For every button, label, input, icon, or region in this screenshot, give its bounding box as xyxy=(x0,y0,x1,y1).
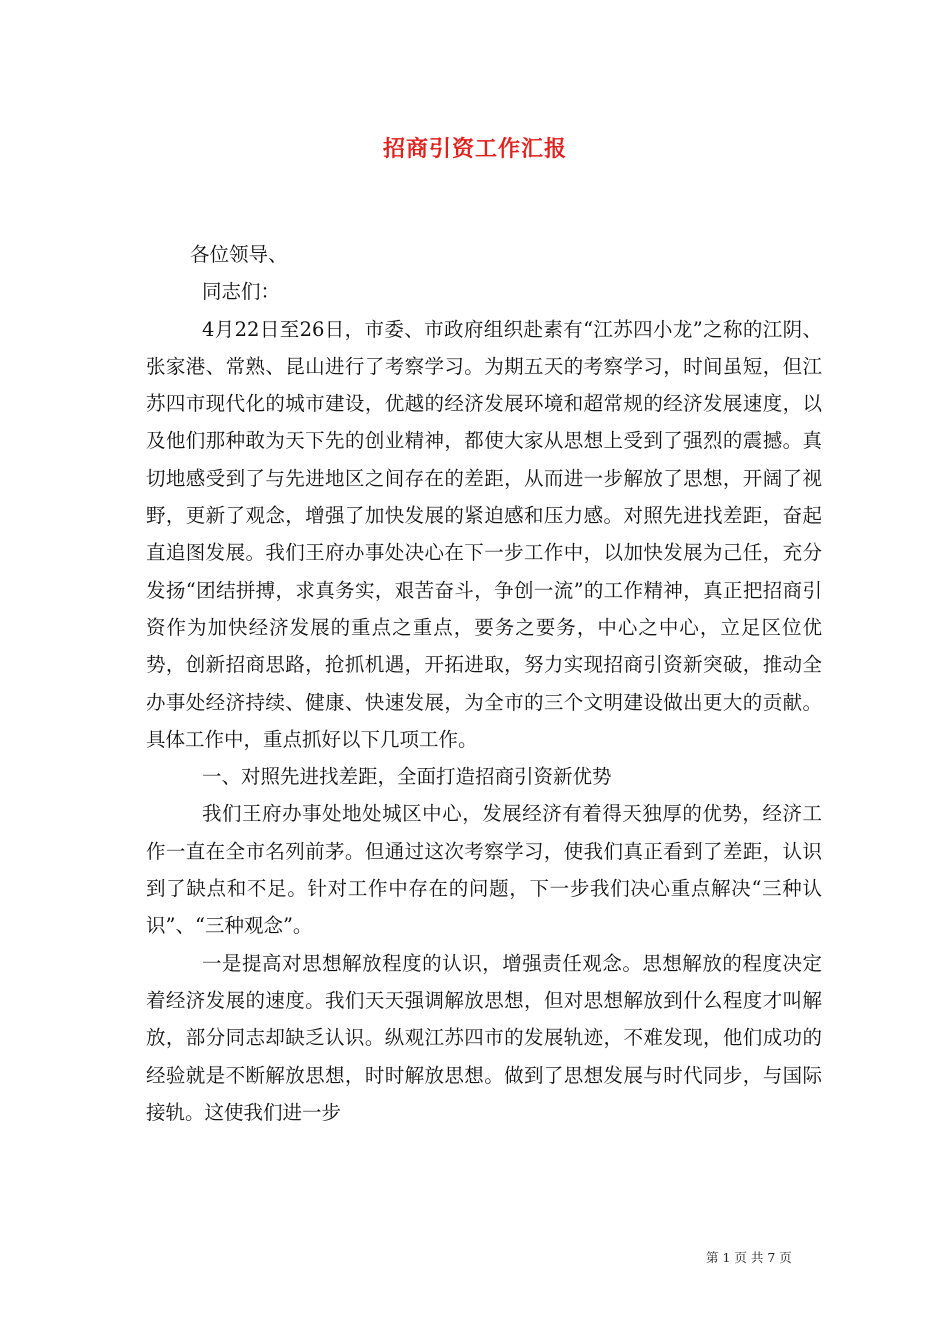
document-body xyxy=(146,236,822,1131)
page-number: 第 1 页 共 7 页 xyxy=(706,1250,792,1265)
paragraph-section-1: 我们王府办事处地处城区中心，发展经济有着得天独厚的优势，经济工作一直在全市名列前茅。但通过这次考察学习，使我们真正看到了差距，认识到了缺点和不足。针对工作中存在的问题，下一步我们决心重点解决“三种认识”、“三种观念”。 xyxy=(146,802,822,938)
document-title: 招商引资工作汇报 xyxy=(382,136,567,162)
salutation-leaders: 各位领导、 xyxy=(190,243,288,266)
paragraph-intro: 4月22日至26日，市委、市政府组织赴素有“江苏四小龙”之称的江阴、张家港、常熟、昆山进行了考察学习。为期五天的考察学习，时间虽短，但江苏四市现代化的城市建设，优越的经济发展环境和超常规的经济发展速度，以及他们那种敢为天下先的创业精神，都使大家从思想上受到了强烈的震撼。真切地感受到了与先进地区之间存在的差距，从而进一步解放了思想，开阔了视野，更新了观念，增强了加快发展的紧迫感和压力感。对照先进找差距，奋起直追图发展。我们王府办事处决心在下一步工作中，以加快发展为己任，充分发扬“团结拼搏，求真务实，艰苦奋斗，争创一流”的工作精神，真正把招商引资作为加快经济发展的重点之重点，要务之要务，中心之中心，立足区位优势，创新招商思路，抢抓机遇，开拓进取，努力实现招商引资新突破，推动全办事处经济持续、健康、快速发展，为全市的三个文明建设做出更大的贡献。具体工作中，重点抓好以下几项工作。 xyxy=(146,317,822,751)
paragraph-point-1: 一是提高对思想解放程度的认识，增强责任观念。思想解放的程度决定着经济发展的速度。我们天天强调解放思想，但对思想解放到什么程度才叫解放，部分同志却缺乏认识。纵观江苏四市的发展轨迹，不难发现，他们成功的经验就是不断解放思想，时时解放思想。做到了思想发展与时代同步，与国际接轨。这使我们进一步 xyxy=(146,951,822,1124)
salutation-comrades: 同志们： xyxy=(202,280,281,304)
section-heading-1: 一、对照先进找差距，全面打造招商引资新优势 xyxy=(202,765,612,789)
